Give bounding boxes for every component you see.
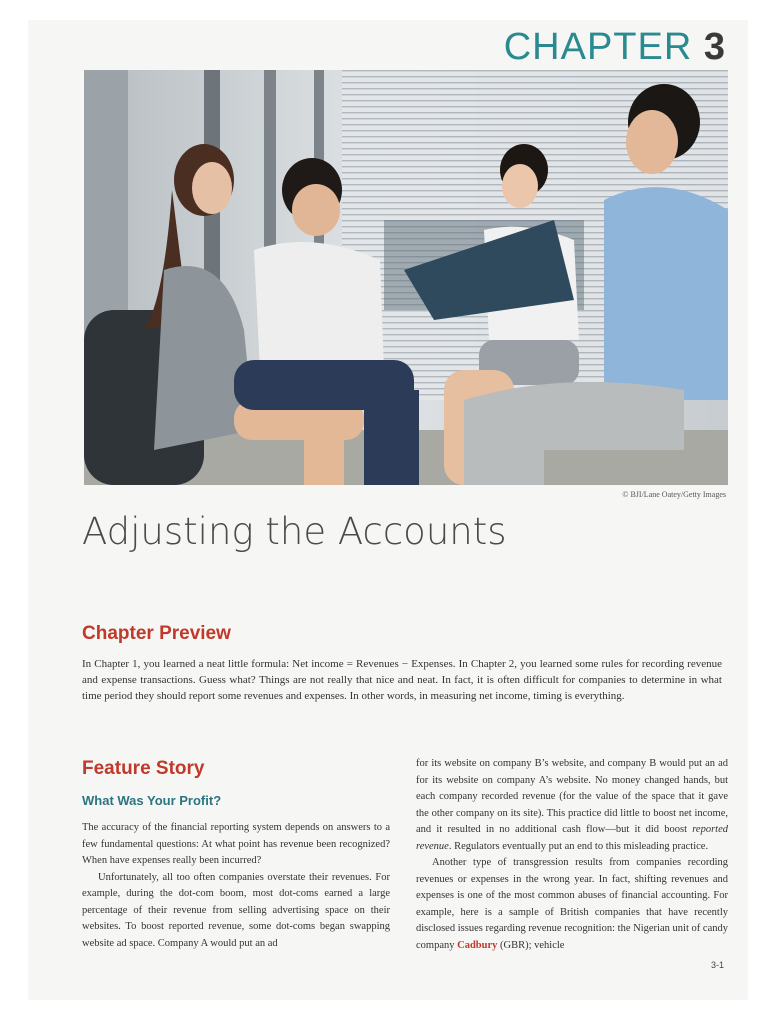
company-name-cadbury: Cadbury [457, 939, 498, 951]
chapter-heading: CHAPTER 3 [503, 26, 726, 68]
feature-paragraph-4: Another type of transgression results from companies recording revenues or expenses in the wrong year. In fact, shifting revenues and expenses is one of the most common abuses of financial accounting. For example, here is a sample of British companies that have recently disclosed issues regarding revenue recognition: the Nigerian unit of candy company Cadbury (GBR); vehicle [416, 857, 728, 951]
feature-right-column [416, 756, 728, 954]
chapter-photo [84, 70, 728, 485]
chapter-title: Adjusting the Accounts [82, 510, 507, 553]
chapter-preview-heading: Chapter Preview [82, 623, 231, 644]
chapter-number: 3 [703, 26, 726, 68]
feature-story-subheading: What Was Your Profit? [82, 793, 222, 808]
feature-story-heading: Feature Story [82, 758, 205, 779]
photo-credit: © BJI/Lane Oatey/Getty Images [622, 490, 726, 499]
feature-left-column [82, 820, 390, 952]
page-number: 3-1 [710, 960, 724, 970]
reported-revenue-emphasis: reported revenue [416, 824, 728, 852]
feature-paragraph-1: The accuracy of the financial reporting system depends on answers to a few fundamental questions: At what point has revenue been recognized? When have expenses really been incurred? [82, 822, 390, 866]
feature-paragraph-3: for its website on company B’s website, and company B would put an ad for its website on company A’s website. No money changed hands, but each company recorded revenue (for the value of the space that it gave the other company on its site). This practice did little to boost net income, and it resulted in no additional cash flow—but it did boost reported revenue. Regulators eventually put an end to this misleading practice. [416, 758, 728, 852]
feature-paragraph-2: Unfortunately, all too often companies overstate their revenues. For example, during the dot-com boom, most dot-coms earned a large percentage of their revenue from selling advertising space on their websites. To boost reported revenue, some dot-coms began swapping website ad space. Company A would put an ad [82, 871, 390, 949]
textbook-page [28, 20, 748, 1000]
chapter-preview-text: In Chapter 1, you learned a neat little formula: Net income = Revenues − Expenses. In Chapter 2, you learned some rules for recording revenue and expense transactions. Guess what? Things are not really that nice and neat. In fact, it is often difficult for companies to determine in what time period they should report some revenues and expenses. In other words, in measuring net income, timing is everything. [82, 658, 722, 702]
